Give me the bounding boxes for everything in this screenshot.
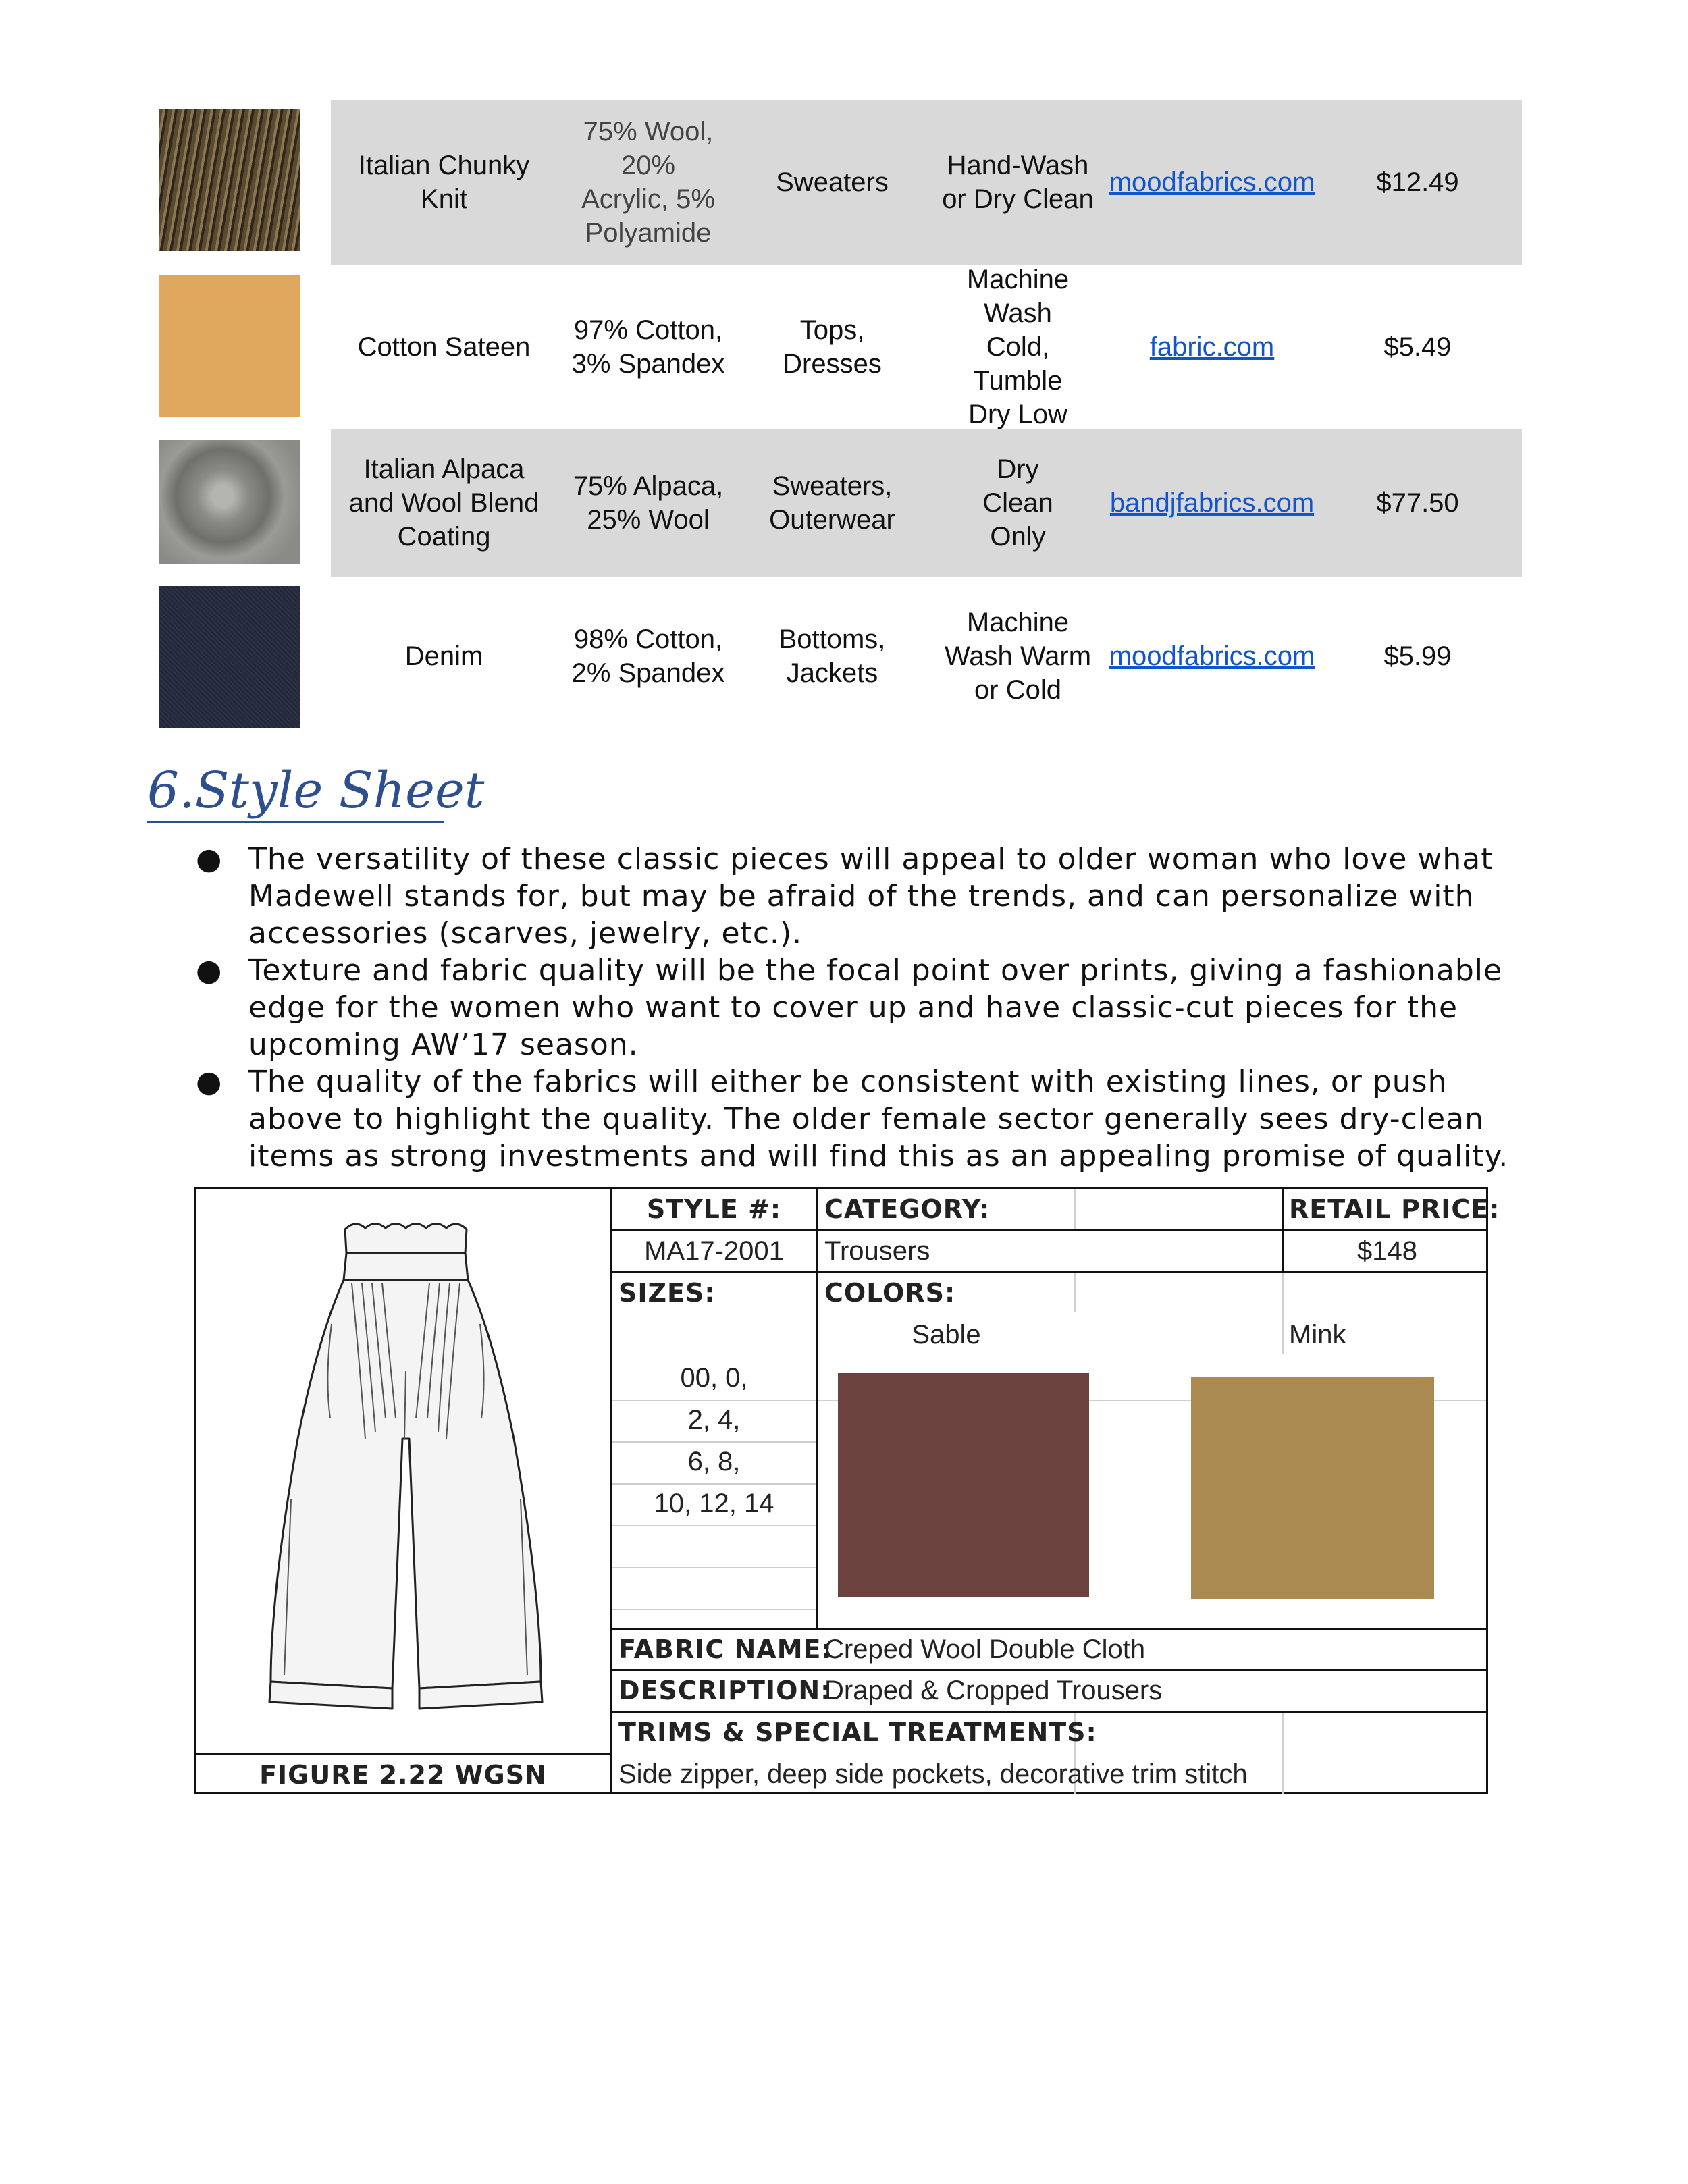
fabric-name: Denim [404,641,483,671]
bullet-dot-icon: ● [196,953,223,988]
sizes-label: SIZES: [618,1278,716,1308]
fabric-use: Bottoms, Jackets [779,624,886,688]
fabric-link[interactable]: bandjfabrics.com [1109,488,1315,518]
retail-price-value: $148 [1357,1236,1417,1266]
fabric-care: Hand-Wash or Dry Clean [942,151,1094,214]
fabric-row [331,100,1522,265]
color-swatch-mink [1191,1377,1434,1599]
category-label: CATEGORY: [824,1194,991,1224]
bullet-dot-icon: ● [196,1065,223,1099]
heading-underline [147,821,444,823]
swatch-alpaca-wool [159,440,300,564]
fabric-content: 75% Alpaca, 25% Wool [573,471,724,535]
fabric-content: 98% Cotton, 2% Spandex [571,624,725,688]
fabric-name-value: Creped Wool Double Cloth [824,1634,1146,1664]
bullet-item: ● The versatility of these classic pieces will appeal to older woman who love what Madewell stands for, but may be afraid of the trends, and can personalize with accessories (scarves, jewelry, etc.). [196,842,1494,951]
fabric-name: Italian Alpaca and Wool Blend Coating [348,454,539,552]
fabric-use: Sweaters [776,167,889,197]
trouser-sketch-image [250,1216,561,1729]
category-value: Trousers [824,1236,930,1266]
fabric-price: $5.49 [1383,332,1452,362]
fabric-care: Dry Clean Only [982,454,1053,552]
fabric-price: $12.49 [1376,167,1459,197]
fabric-link[interactable]: moodfabrics.com [1109,641,1315,671]
bullet-item: ● The quality of the fabrics will either be consistent with existing lines, or push above to highlight the quality. The older female sector generally sees dry-clean items as strong investments and will find this as an appealing promise of quality. [196,1065,1509,1173]
swatch-chunky-knit [159,109,300,251]
style-sheet [194,1187,1500,1794]
size-range: 6, 8, [687,1447,741,1476]
fabric-row [331,577,1522,736]
description-value: Draped & Cropped Trousers [824,1676,1163,1705]
color-name-mink: Mink [1289,1320,1346,1350]
fabric-link[interactable]: moodfabrics.com [1109,167,1315,197]
fabric-row [331,429,1522,577]
fabric-care: Machine Wash Cold, Tumble Dry Low [966,265,1070,429]
fabric-price: $77.50 [1376,488,1459,518]
size-range: 2, 4, [687,1405,741,1435]
color-swatch-sable [838,1373,1089,1597]
style-number-label: STYLE #: [646,1194,782,1224]
swatch-denim [159,586,300,728]
fabric-name-label: FABRIC NAME: [618,1634,833,1664]
fabric-content: 75% Wool, 20% Acrylic, 5% Polyamide [581,117,715,248]
fabric-name: Italian Chunky Knit [358,151,530,214]
bullet-list [196,841,1546,1175]
colors-label: COLORS: [824,1278,956,1308]
fabric-link[interactable]: fabric.com [1149,332,1275,362]
fabric-content: 97% Cotton, 3% Spandex [571,315,725,379]
bullet-dot-icon: ● [196,842,223,876]
fabric-row [331,265,1522,429]
fabric-use: Tops, Dresses [783,315,882,379]
fabric-price: $5.99 [1383,641,1452,671]
description-label: DESCRIPTION: [618,1676,832,1705]
figure-caption: FIGURE 2.22 WGSN [259,1760,547,1790]
bullet-item: ● Texture and fabric quality will be the focal point over prints, giving a fashionable edge for the women who want to cover up and have classic-cut pieces for the upcoming AW’17 season. [196,953,1503,1062]
trims-label: TRIMS & SPECIAL TREATMENTS: [618,1717,1097,1747]
style-number-value: MA17-2001 [644,1236,784,1266]
color-name-sable: Sable [912,1320,981,1350]
size-range: 10, 12, 14 [654,1489,774,1518]
fabric-name: Cotton Sateen [357,332,531,362]
fabric-use: Sweaters, Outerwear [769,471,895,535]
trims-value: Side zipper, deep side pockets, decorative trim stitch [618,1759,1248,1789]
retail-price-label: RETAIL PRICE: [1289,1194,1500,1224]
size-range: 00, 0, [680,1363,748,1393]
section-heading: 6.Style Sheet [147,762,485,820]
fabric-care: Machine Wash Warm or Cold [944,608,1092,705]
swatch-cotton-sateen [159,275,300,417]
